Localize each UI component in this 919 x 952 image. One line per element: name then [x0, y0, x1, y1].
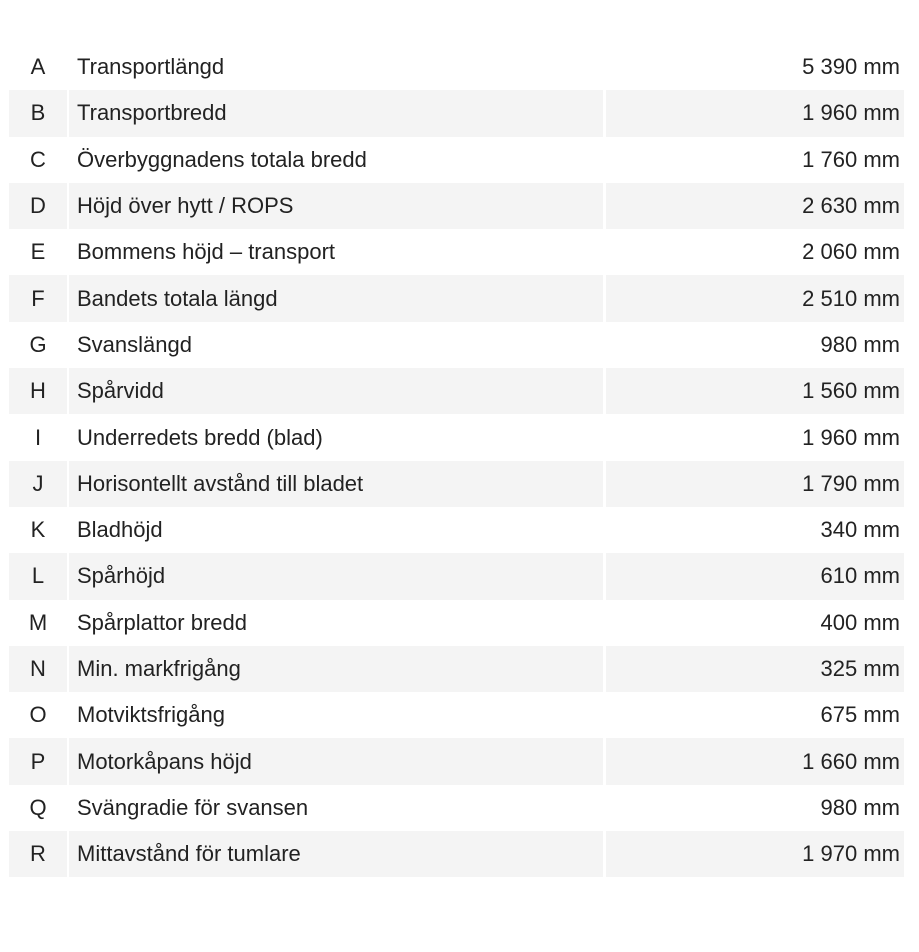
row-value: 1 960 mm — [802, 424, 900, 450]
table-row — [9, 553, 904, 599]
row-value: 2 060 mm — [802, 239, 900, 265]
table-row — [9, 44, 904, 90]
row-value: 1 970 mm — [606, 831, 904, 877]
row-letter: A — [9, 44, 69, 90]
table-row — [9, 229, 904, 275]
table-row — [9, 646, 904, 692]
row-label: Transportlängd — [69, 44, 606, 90]
row-label: Svängradie för svansen — [69, 785, 606, 831]
dimensions-table — [9, 44, 904, 877]
dimensions-table-body — [9, 44, 904, 877]
row-label: Spårhöjd — [69, 553, 606, 599]
row-value: 325 mm — [606, 646, 904, 692]
table-row — [9, 90, 904, 136]
row-letter: F — [9, 275, 69, 321]
row-letter: N — [9, 646, 69, 692]
row-letter: G — [9, 322, 69, 368]
table-row — [9, 414, 904, 460]
row-value: 610 mm — [606, 553, 904, 599]
row-letter: H — [9, 368, 69, 414]
table-row — [9, 137, 904, 183]
row-label: Svanslängd — [69, 322, 606, 368]
row-value: 400 mm — [820, 609, 900, 635]
row-letter: O — [9, 692, 69, 738]
row-value: 675 mm — [820, 702, 900, 728]
row-letter: R — [9, 831, 69, 877]
row-letter: C — [9, 137, 69, 183]
table-row — [9, 692, 904, 738]
row-letter: Q — [9, 785, 69, 831]
row-letter: I — [9, 414, 69, 460]
row-value: 1 760 mm — [802, 146, 900, 172]
row-value: 980 mm — [820, 331, 900, 357]
row-label: Underredets bredd (blad) — [69, 414, 606, 460]
row-label: Bandets totala längd — [69, 275, 606, 321]
table-row — [9, 600, 904, 646]
row-label: Min. markfrigång — [69, 646, 606, 692]
row-value: 2 510 mm — [606, 275, 904, 321]
row-label: Spårplattor bredd — [69, 600, 606, 646]
row-label: Spårvidd — [69, 368, 606, 414]
row-letter: D — [9, 183, 69, 229]
table-row — [9, 785, 904, 831]
table-row — [9, 275, 904, 321]
table-row — [9, 368, 904, 414]
row-letter: L — [9, 553, 69, 599]
table-row — [9, 831, 904, 877]
row-label: Höjd över hytt / ROPS — [69, 183, 606, 229]
row-label: Motviktsfrigång — [69, 692, 606, 738]
table-row — [9, 507, 904, 553]
row-value: 1 790 mm — [606, 461, 904, 507]
row-label: Mittavstånd för tumlare — [69, 831, 606, 877]
row-letter: M — [9, 600, 69, 646]
row-letter: E — [9, 229, 69, 275]
row-label: Bladhöjd — [69, 507, 606, 553]
row-value: 1 960 mm — [606, 90, 904, 136]
row-label: Motorkåpans höjd — [69, 738, 606, 784]
row-label: Horisontellt avstånd till bladet — [69, 461, 606, 507]
row-letter: B — [9, 90, 69, 136]
row-letter: K — [9, 507, 69, 553]
row-label: Överbyggnadens totala bredd — [69, 137, 606, 183]
row-value: 2 630 mm — [606, 183, 904, 229]
row-value: 1 560 mm — [606, 368, 904, 414]
row-label: Transportbredd — [69, 90, 606, 136]
row-value: 1 660 mm — [606, 738, 904, 784]
row-letter: P — [9, 738, 69, 784]
row-value: 340 mm — [820, 517, 900, 543]
row-value: 980 mm — [820, 794, 900, 820]
table-row — [9, 461, 904, 507]
row-letter: J — [9, 461, 69, 507]
row-label: Bommens höjd – transport — [69, 229, 606, 275]
table-row — [9, 183, 904, 229]
table-row — [9, 738, 904, 784]
table-row — [9, 322, 904, 368]
row-value: 5 390 mm — [802, 54, 900, 80]
